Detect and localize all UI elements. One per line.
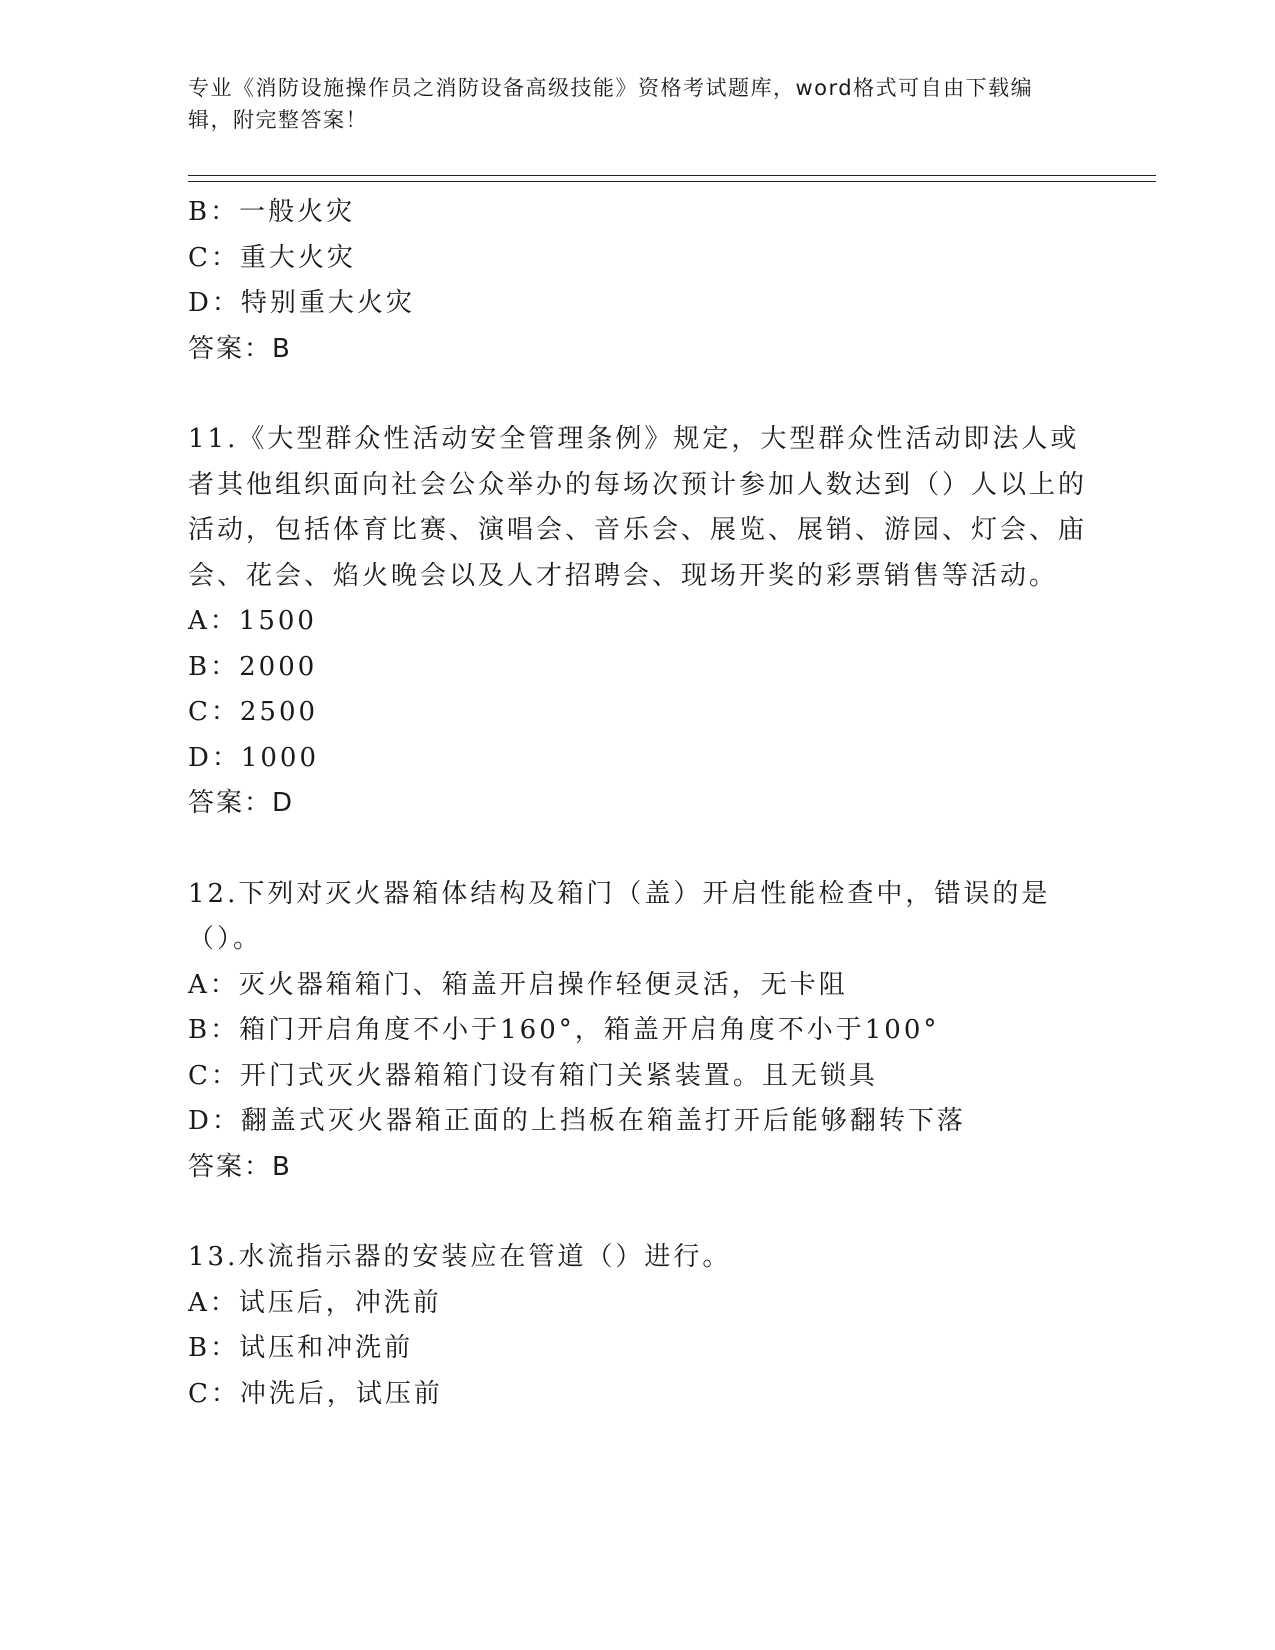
option-d: D：翻盖式灭火器箱正面的上挡板在箱盖打开后能够翻转下落 xyxy=(188,1106,966,1136)
option-b: B：试压和冲洗前 xyxy=(188,1333,414,1363)
option-d: D：1000 xyxy=(188,742,320,773)
answer-line: 答案：B xyxy=(188,333,292,364)
header-divider-top xyxy=(188,175,1156,176)
option-a: A：1500 xyxy=(188,606,317,636)
question-13 xyxy=(188,1235,1088,1417)
question-list xyxy=(188,190,1088,1417)
option-a: A：试压后，冲洗前 xyxy=(188,1287,442,1318)
question-11 xyxy=(188,417,1088,827)
question-text: 11.《大型群众性活动安全管理条例》规定，大型群众性活动即法人或者其他组织面向社会公众举办的每场次预计参加人数达到（）人以上的活动，包括体育比赛、演唱会、音乐会、展览、展销、游园、灯会、庙会、花会、焰火晚会以及人才招聘会、现场开奖的彩票销售等活动。 xyxy=(188,424,1088,591)
option-a: A：灭火器箱箱门、箱盖开启操作轻便灵活，无卡阻 xyxy=(188,969,848,1000)
option-d: D：特别重大火灾 xyxy=(188,288,415,318)
option-b: B：2000 xyxy=(188,651,318,682)
option-b: B：箱门开启角度不小于160°，箱盖开启角度不小于100° xyxy=(188,1015,940,1045)
header-divider-bottom xyxy=(188,181,1156,182)
option-c: C：开门式灭火器箱箱门设有箱门关紧装置。且无锁具 xyxy=(188,1060,878,1091)
answer-line: 答案：D xyxy=(188,788,295,818)
question-12 xyxy=(188,872,1088,1191)
option-c: C：2500 xyxy=(188,697,319,727)
option-b: B：一般火灾 xyxy=(188,197,356,227)
answer-line: 答案：B xyxy=(188,1151,292,1182)
document-header: 专业《消防设施操作员之消防设备高级技能》资格考试题库，word格式可自由下载编辑，附完整答案！ xyxy=(188,76,1034,132)
option-c: C：冲洗后，试压前 xyxy=(188,1378,443,1409)
option-c: C：重大火灾 xyxy=(188,242,356,273)
question-10 xyxy=(188,190,1088,372)
question-text: 12.下列对灭火器箱体结构及箱门（盖）开启性能检查中，错误的是（）。 xyxy=(188,878,1051,954)
question-text: 13.水流指示器的安装应在管道（）进行。 xyxy=(188,1242,732,1272)
